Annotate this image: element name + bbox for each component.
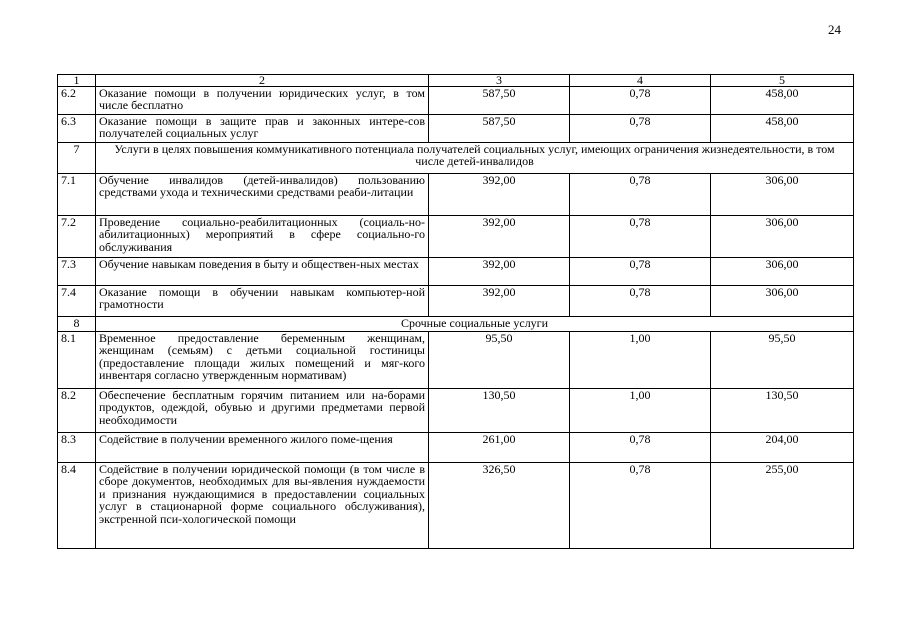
tariff-value: 95,50 [429, 332, 570, 389]
service-description: Оказание помощи в обучении навыкам компьютер-ной грамотности [96, 286, 429, 317]
tariff-value: 587,50 [429, 87, 570, 115]
table-row [58, 115, 854, 143]
result-value: 95,50 [711, 332, 854, 389]
row-number: 8.1 [58, 332, 96, 389]
table-row [58, 463, 854, 549]
service-description: Временное предоставление беременным женщинам, женщинам (семьям) с детьми социальной гостиницы (предоставление площади жилых помещений и мяг-кого инвентаря согласно утвержденным нормативам) [96, 332, 429, 389]
coefficient-value: 0,78 [570, 463, 711, 549]
coefficient-value: 1,00 [570, 332, 711, 389]
row-number: 7.1 [58, 174, 96, 216]
row-number: 6.3 [58, 115, 96, 143]
tariff-value: 392,00 [429, 216, 570, 258]
tariff-value: 261,00 [429, 433, 570, 463]
coefficient-value: 0,78 [570, 286, 711, 317]
header-cell: 2 [96, 75, 429, 87]
result-value: 306,00 [711, 174, 854, 216]
row-number: 8.4 [58, 463, 96, 549]
result-value: 130,50 [711, 389, 854, 433]
header-cell: 1 [58, 75, 96, 87]
service-description: Оказание помощи в защите прав и законных интере-сов получателей социальных услуг [96, 115, 429, 143]
header-cell: 5 [711, 75, 854, 87]
row-number: 8.2 [58, 389, 96, 433]
table-header-row [58, 75, 854, 87]
section-row [58, 317, 854, 332]
tariff-value: 130,50 [429, 389, 570, 433]
table-row [58, 216, 854, 258]
coefficient-value: 0,78 [570, 174, 711, 216]
result-value: 458,00 [711, 87, 854, 115]
table-row [58, 87, 854, 115]
coefficient-value: 0,78 [570, 115, 711, 143]
result-value: 306,00 [711, 286, 854, 317]
header-cell: 3 [429, 75, 570, 87]
service-description: Оказание помощи в получении юридических услуг, в том числе бесплатно [96, 87, 429, 115]
service-description: Проведение социально-реабилитационных (социаль-но-абилитационных) мероприятий в сфере социально-го обслуживания [96, 216, 429, 258]
tariff-value: 587,50 [429, 115, 570, 143]
table-row [58, 332, 854, 389]
table-row [58, 258, 854, 286]
service-description: Обеспечение бесплатным горячим питанием или на-борами продуктов, одеждой, обувью и другими предметами первой необходимости [96, 389, 429, 433]
table-row [58, 174, 854, 216]
table-row [58, 389, 854, 433]
service-description: Содействие в получении временного жилого поме-щения [96, 433, 429, 463]
coefficient-value: 0,78 [570, 433, 711, 463]
row-number: 6.2 [58, 87, 96, 115]
result-value: 255,00 [711, 463, 854, 549]
tariff-value: 392,00 [429, 286, 570, 317]
table-row [58, 433, 854, 463]
section-number: 7 [58, 143, 96, 174]
tariff-value: 392,00 [429, 258, 570, 286]
header-cell: 4 [570, 75, 711, 87]
coefficient-value: 0,78 [570, 87, 711, 115]
row-number: 8.3 [58, 433, 96, 463]
row-number: 7.4 [58, 286, 96, 317]
service-description: Обучение инвалидов (детей-инвалидов) пользованию средствами ухода и техническими средствами реаби-литации [96, 174, 429, 216]
result-value: 458,00 [711, 115, 854, 143]
coefficient-value: 0,78 [570, 216, 711, 258]
result-value: 204,00 [711, 433, 854, 463]
tariff-table [57, 74, 854, 549]
result-value: 306,00 [711, 258, 854, 286]
coefficient-value: 0,78 [570, 258, 711, 286]
section-title: Услуги в целях повышения коммуникативного потенциала получателей социальных услуг, имеющих ограничения жизнедеятельности, в том числе детей-инвалидов [96, 143, 854, 174]
section-number: 8 [58, 317, 96, 332]
service-description: Обучение навыкам поведения в быту и обществен-ных местах [96, 258, 429, 286]
result-value: 306,00 [711, 216, 854, 258]
page-number: 24 [828, 22, 841, 37]
section-title: Срочные социальные услуги [96, 317, 854, 332]
section-row [58, 143, 854, 174]
tariff-value: 326,50 [429, 463, 570, 549]
row-number: 7.3 [58, 258, 96, 286]
tariff-value: 392,00 [429, 174, 570, 216]
service-description: Содействие в получении юридической помощи (в том числе в сборе документов, необходимых для вы-явления нуждаемости и признания нуждающимися в предоставлении социальных услуг в стационарной форме социального обслуживания), экстренной пси-хологической помощи [96, 463, 429, 549]
coefficient-value: 1,00 [570, 389, 711, 433]
row-number: 7.2 [58, 216, 96, 258]
table-row [58, 286, 854, 317]
